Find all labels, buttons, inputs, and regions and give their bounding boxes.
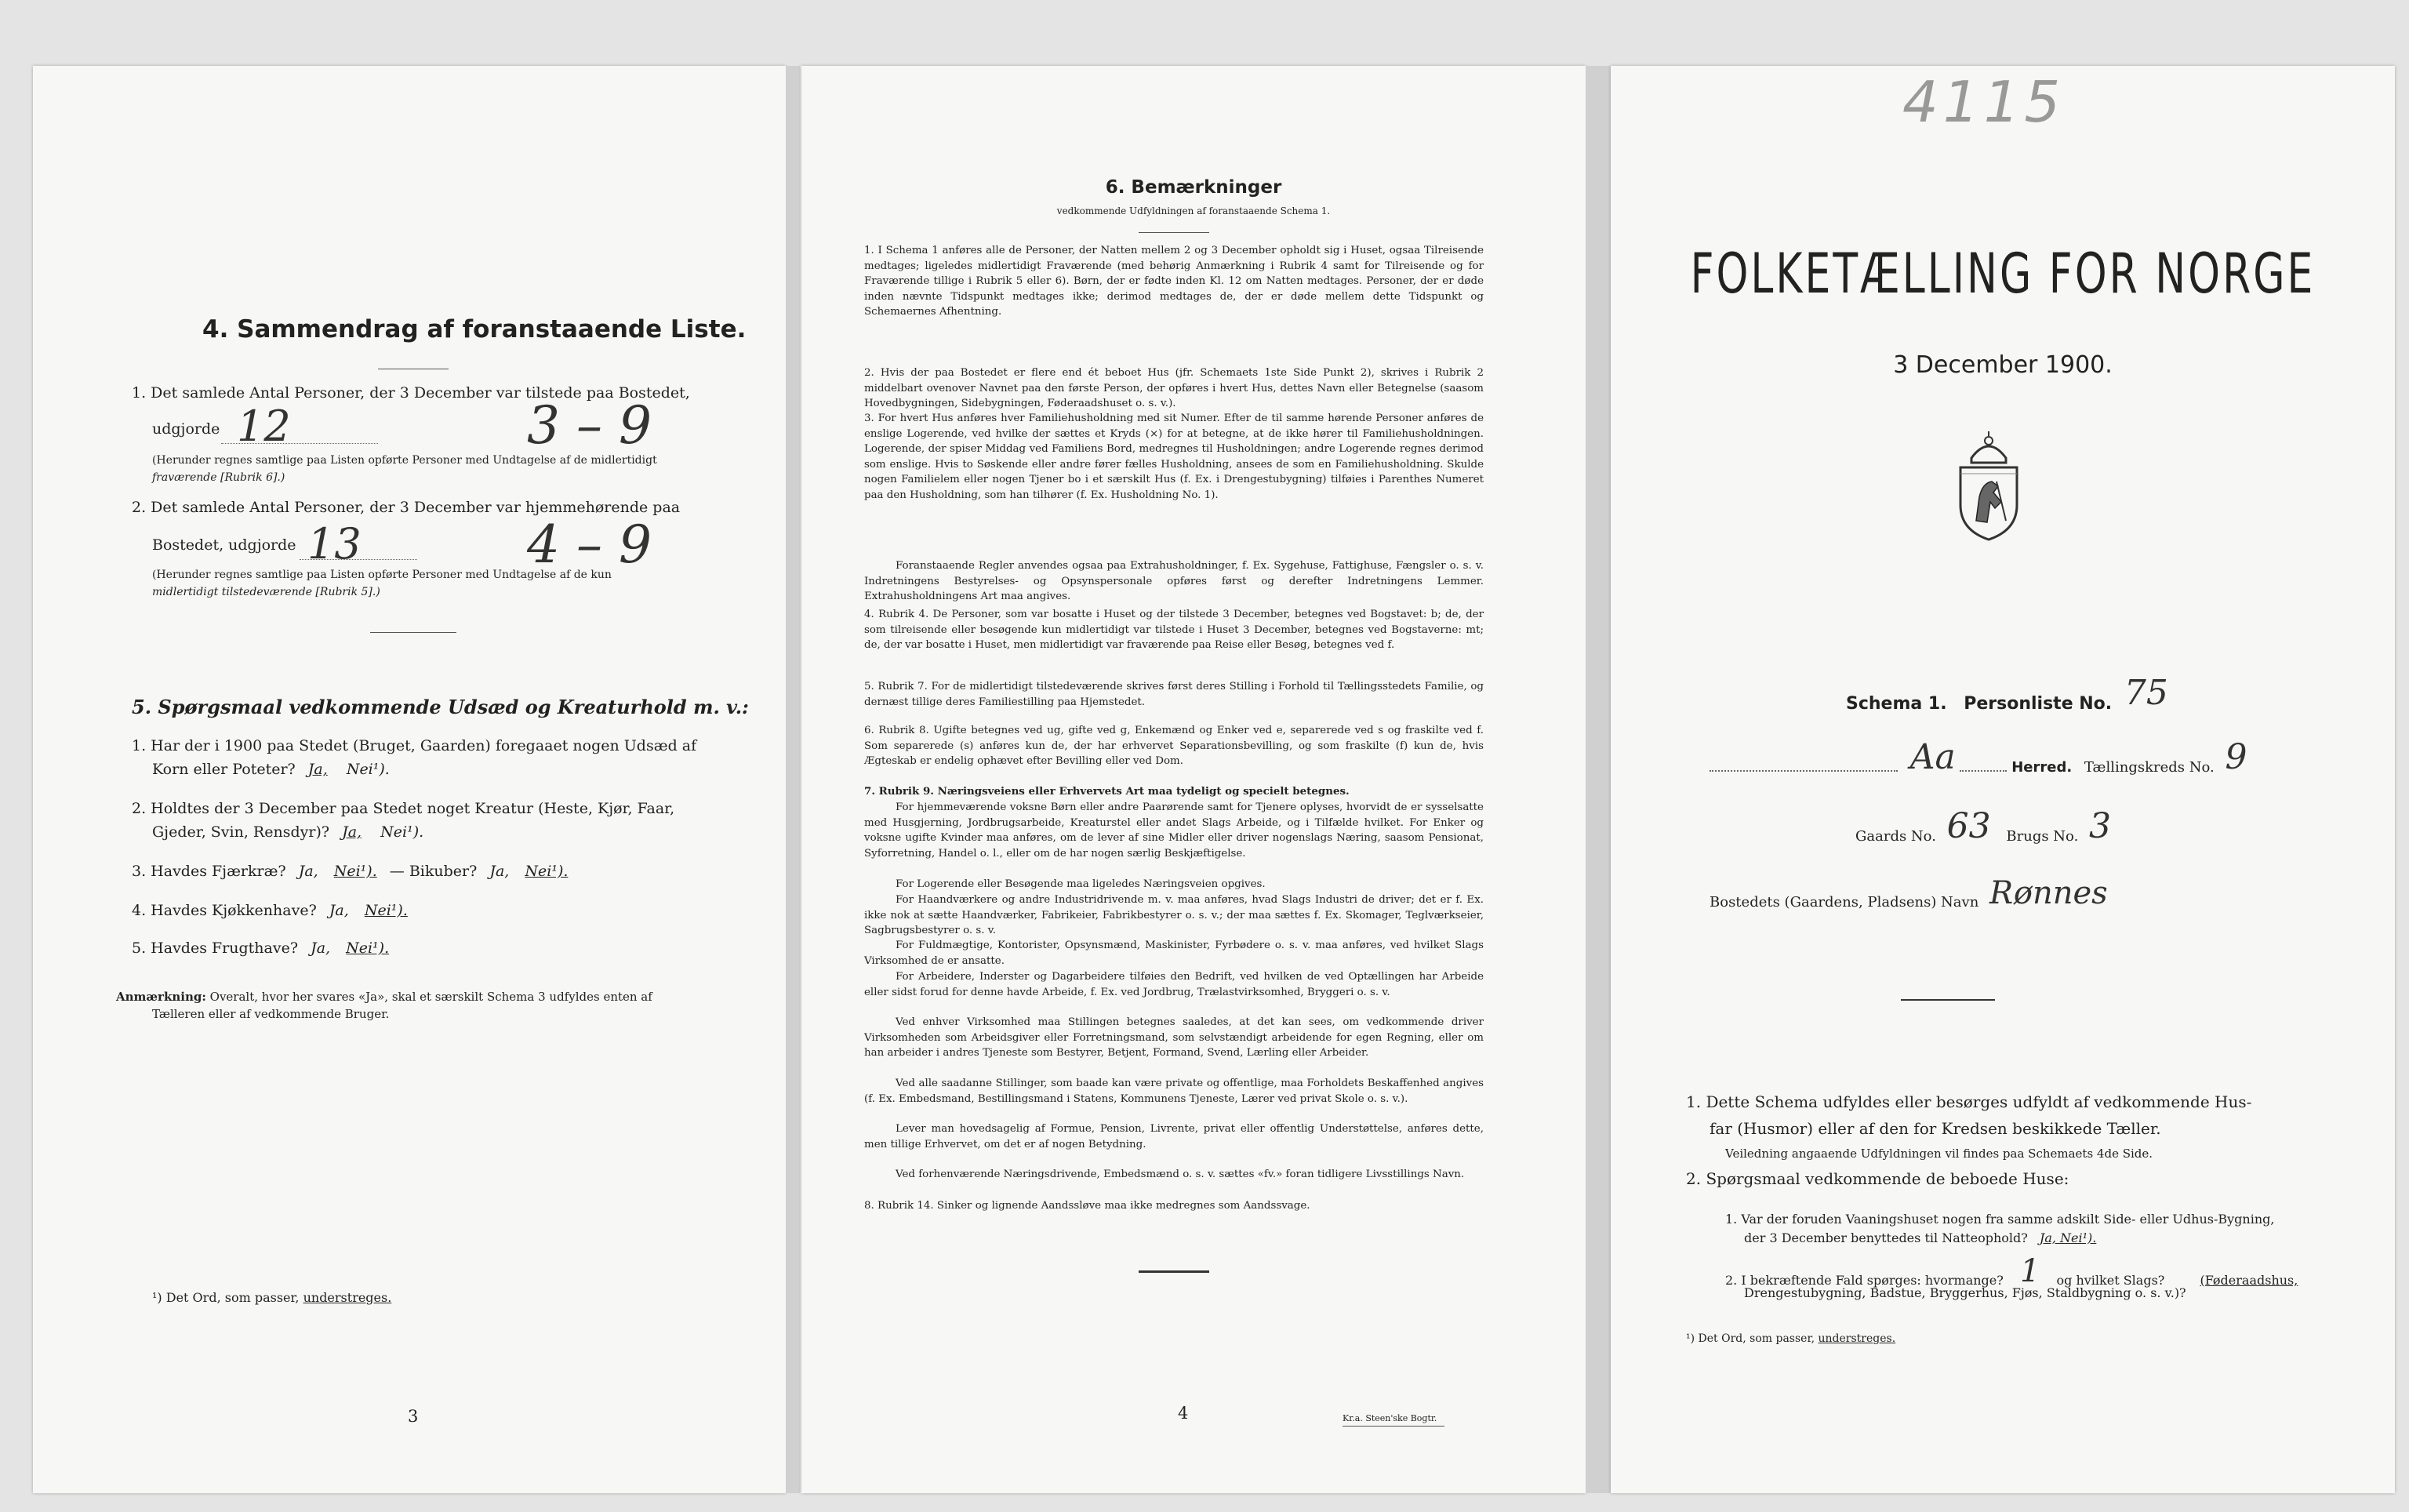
- right-q2: 2. Spørgsmaal vedkommende de beboede Huse:: [1686, 1169, 2069, 1188]
- s4-item2-hand-note: 4 – 9: [527, 514, 652, 575]
- right-q2-2-text: 2. I bekræftende Fald spørges: hvormange?: [1725, 1273, 2004, 1288]
- remark-7d: For Haandværkere og andre Industridrivende m. v. maa anføres, hvad Slags Industri de driver; det er f. Ex. ikke nok at sætte Haandværker, Fabrikeier, Fabrikbestyrer o. s. v.; der maa sættes f. Ex. Skomager, Teglværkseier, Sagbrugsbestyrer o. s. v.: [864, 894, 1484, 936]
- right-q2-1-line2: [1744, 1230, 2096, 1247]
- page-left: [33, 66, 786, 1493]
- s5-q2-line2: [152, 822, 423, 843]
- pencil-archive-number: 4115: [1902, 69, 2066, 135]
- s5-q2-nei: Nei¹).: [380, 823, 424, 841]
- s5-q3b-text: — Bikuber?: [389, 863, 478, 880]
- remarks-subtitle: vedkommende Udfyldningen af foranstaaende Schema 1.: [1056, 205, 1331, 216]
- right-q2-2-text-c: (Føderaadshus,: [2200, 1273, 2298, 1288]
- remark-6: 6. Rubrik 8. Ugifte betegnes ved ug, gifte ved g, Enkemænd og Enker ved e, separerede ved s og fraskilte ved f. Som separerede (s) anføres kun de, der har erhvervet Separationsbevilling, og som fraskilte (f) kun de, hvis Ægteskab er endelig ophævet efter Bevilling eller ved Dom.: [864, 725, 1484, 767]
- s5-q2-ja: Ja,: [342, 823, 362, 841]
- footnote-prefix: ¹) Det Ord, som passer,: [1686, 1332, 1815, 1345]
- remark-7j: Ved forhenværende Næringsdrivende, Embedsmænd o. s. v. sættes «fv.» foran tidligere Livsstillings Navn.: [896, 1169, 1465, 1180]
- schema-line: [1846, 673, 2168, 718]
- s5-q3b-nei: Nei¹).: [525, 863, 569, 880]
- brugs-label: Brugs No.: [2006, 828, 2079, 845]
- schema-label: Schema 1.: [1846, 694, 1947, 714]
- page-number: 4: [1178, 1404, 1189, 1423]
- personliste-value: 75: [2124, 673, 2168, 713]
- dotted-line: [221, 442, 378, 444]
- s5-q4: [132, 900, 408, 921]
- footnote: [1686, 1330, 1895, 1347]
- divider: [1343, 1426, 1444, 1427]
- remark-7f: For Arbeidere, Inderster og Dagarbeidere tilføies den Bedrift, ved hvilken de ved Optællingen har Arbeide eller sidst forud for denne havde Arbeide, f. Ex. ved Jordbrug, Trælastvirksomhed, Bryggeri o. s. v.: [864, 971, 1484, 998]
- remark-4: 4. Rubrik 4. De Personer, som var bosatte i Huset og der tilstede 3 December, betegnes ved Bogstavet: b; de, der som tilreisende eller besøgende kun midlertidigt var tilstede i Huset 3 December, betegnes ved Bogstaverne: mt; de, der var bosatte i Huset, men midlertidigt var fraværende paa Reise eller Besøg, betegnes ved f.: [864, 609, 1484, 651]
- page-gutter: [1586, 66, 1611, 1493]
- s5-q1-ja: Ja,: [307, 761, 328, 778]
- s4-item2-value: 13: [307, 519, 362, 569]
- page-gutter: [786, 66, 800, 1493]
- s5-q3: [132, 861, 568, 882]
- remark: [116, 988, 652, 1005]
- footnote-prefix: ¹) Det Ord, som passer,: [152, 1290, 300, 1305]
- s5-q5: [132, 938, 389, 959]
- s5-q4-ja: Ja,: [329, 902, 349, 919]
- s4-item2-line2: Bostedet, udgjorde: [152, 536, 296, 554]
- s5-q1-text: Korn eller Poteter?: [152, 761, 296, 778]
- s5-q1-nei: Nei¹).: [346, 761, 390, 778]
- remark-label: Anmærkning:: [116, 990, 206, 1004]
- s4-item1-hand-note: 3 – 9: [527, 395, 652, 456]
- footnote: [152, 1289, 391, 1307]
- bosted-label: Bostedets (Gaardens, Pladsens) Navn: [1710, 894, 1979, 910]
- census-date: 3 December 1900.: [1893, 351, 2113, 379]
- s5-q5-text: 5. Havdes Frugthave?: [132, 940, 299, 957]
- right-q2-2-value: 1: [2019, 1253, 2040, 1289]
- s5-q3-ja: Ja,: [298, 863, 318, 880]
- remark-7e: For Fuldmægtige, Kontorister, Opsynsmænd, Maskinister, Fyrbødere o. s. v. maa anføres, ved hvilket Slags Virksomhed de er ansatte.: [864, 940, 1484, 967]
- kreds-label: Tællingskreds No.: [2084, 759, 2215, 776]
- remark-7h: Ved alle saadanne Stillinger, som baade kan være private og offentlige, maa Forholdets Beskaffenhed angives (f. Ex. Embedsmand, Bestillingsmand i Statens, Kommunens Tjeneste, Lærer ved privat Skole o. s. v.).: [864, 1078, 1484, 1105]
- divider: [370, 632, 456, 633]
- remark-7i: Lever man hovedsagelig af Formue, Pension, Livrente, privat eller offentlig Understøttelse, anføres dette, men tillige Erhvervet, om det er af nogen Betydning.: [864, 1123, 1484, 1150]
- section-4-title: 4. Sammendrag af foranstaaende Liste.: [202, 315, 747, 343]
- s5-q2-text: Gjeder, Svin, Rensdyr)?: [152, 823, 330, 841]
- remark-3b: Foranstaaende Regler anvendes ogsaa paa Extrahusholdninger, f. Ex. Sygehuse, Fattighuse, Fængsler o. s. v. Indretningens Bestyrelses- og Opsynspersonale opføres først og derefter Indretningens Lemmer. Extrahusholdningens Art maa angives.: [864, 560, 1484, 602]
- page-number: 3: [408, 1407, 419, 1426]
- document-title: FOLKETÆLLING FOR NORGE: [1690, 242, 2316, 307]
- right-q2-2-text-b: og hvilket Slags?: [2056, 1273, 2165, 1288]
- printer-imprint: Kr.a. Steen'ske Bogtr.: [1343, 1413, 1437, 1423]
- brugs-value: 3: [2089, 806, 2112, 846]
- footnote-word: understreges.: [303, 1290, 392, 1305]
- divider: [1139, 232, 1209, 233]
- remark-line2: Tælleren eller af vedkommende Bruger.: [152, 1007, 390, 1021]
- s5-q1-line2: [152, 759, 390, 780]
- right-q1-line2: far (Husmor) eller af den for Kredsen beskikkede Tæller.: [1710, 1119, 2161, 1138]
- bosted-value: Rønnes: [1989, 875, 2108, 911]
- s4-item1-note1: (Herunder regnes samtlige paa Listen opførte Personer med Undtagelse af de midlertidigt: [152, 454, 657, 467]
- remark-7b: For hjemmeværende voksne Børn eller andre Paarørende samt for Tjenere oplyses, hvorvidt de er sysselsatte med Husgjerning, Jordbrugsarbeide, Kreaturstel eller andet Slags Arbeide, og i Tilfælde hvilket. For Enker og voksne ugifte Kvinder maa anføres, om de lever af sine Midler eller driver nogenslags Næring, saasom Pensionat, Syforretning, Handel o. l., eller om de har nogen særlig Beskjæftigelse.: [864, 801, 1484, 860]
- s5-q3-nei: Nei¹).: [333, 863, 377, 880]
- gaards-value: 63: [1946, 806, 1991, 846]
- s4-item2-note2: midlertidigt tilstedeværende [Rubrik 5].): [152, 586, 380, 598]
- s4-item1-note2: fraværende [Rubrik 6].): [152, 471, 285, 484]
- s4-item1-value: 12: [237, 402, 291, 451]
- s4-item2-line1: 2. Det samlede Antal Personer, der 3 December var hjemmehørende paa: [132, 499, 681, 516]
- remark-3: 3. For hvert Hus anføres hver Familiehusholdning med sit Numer. Efter de til samme hørende Personer anføres de enslige Logerende, ved hvilke der sættes et Kryds (×) for at betegne, at de ikke hører til Familiehusholdningen. Logerende, der spiser Middag ved Familiens Bord, medregnes til Husholdningen; andre Logerende regnes derimod som enslige. Hvis to Søskende eller andre fører fælles Husholdning, ansees de som en Familiehusholdning. Skulde nogen Familielem eller nogen Tjener bo i et særskilt Hus (f. Ex. i Drengestubygning) tilføies i Parenthes Numeret paa den Husholdning, som han tilhører (f. Ex. Husholdning No. 1).: [864, 413, 1484, 501]
- divider: [1139, 1270, 1209, 1273]
- remarks-title: 6. Bemærkninger: [1105, 177, 1282, 198]
- remark-8: 8. Rubrik 14. Sinker og lignende Aandssløve maa ikke medregnes som Aandssvage.: [864, 1200, 1310, 1212]
- s4-item1-line1: 1. Det samlede Antal Personer, der 3 December var tilstede paa Bostedet,: [132, 384, 690, 402]
- dotted-line: [1960, 770, 2007, 772]
- kreds-value: 9: [2225, 737, 2247, 777]
- s5-q5-ja: Ja,: [311, 940, 331, 957]
- bosted-line: [1710, 875, 2108, 914]
- right-q1-note: Veiledning angaaende Udfyldningen vil findes paa Schemaets 4de Side.: [1725, 1147, 2153, 1161]
- section-5-title: 5. Spørgsmaal vedkommende Udsæd og Kreaturhold m. v.:: [132, 696, 749, 718]
- footnote-word: understreges.: [1818, 1332, 1896, 1345]
- s4-item2-note1: (Herunder regnes samtlige paa Listen opførte Personer med Undtagelse af de kun: [152, 569, 612, 581]
- remark-5: 5. Rubrik 7. For de midlertidigt tilstedeværende skrives først deres Stilling i Forhold til Tællingsstedets Familie, og dernæst tillige deres Familiestilling paa Hjemstedet.: [864, 681, 1484, 708]
- page-middle: [801, 66, 1586, 1493]
- s5-q2-line1: 2. Holdtes der 3 December paa Stedet noget Kreatur (Heste, Kjør, Faar,: [132, 800, 675, 817]
- right-q2-1-answer: Ja, Nei¹).: [2039, 1230, 2097, 1245]
- herred-line: [1710, 737, 2247, 780]
- remark-2: 2. Hvis der paa Bostedet er flere end ét beboet Hus (jfr. Schemaets 1ste Side Punkt 2), skrives i Rubrik 2 middelbart ovenover Navnet paa den første Person, der opføres i hvert Hus, dettes Navn eller Betegnelse (saasom Hovedbygningen, Sidebygningen, Føderaadshuset o. s. v.).: [864, 367, 1484, 409]
- page-right: [1611, 66, 2395, 1493]
- s5-q4-nei: Nei¹).: [364, 902, 408, 919]
- herred-value: Aa: [1909, 737, 1956, 777]
- s5-q1-line1: 1. Har der i 1900 paa Stedet (Bruget, Gaarden) foregaaet nogen Udsæd af: [132, 737, 697, 754]
- personliste-label: Personliste No.: [1964, 694, 2113, 714]
- herred-label: Herred.: [2011, 759, 2073, 776]
- coat-of-arms-icon: [1948, 427, 2029, 544]
- remark-line1: Overalt, hvor her svares «Ja», skal et særskilt Schema 3 udfyldes enten af: [209, 990, 652, 1004]
- right-q2-1-text: der 3 December benyttedes til Natteophold?: [1744, 1230, 2028, 1245]
- s5-q3-text: 3. Havdes Fjærkræ?: [132, 863, 286, 880]
- right-q1-line1: 1. Dette Schema udfyldes eller besørges udfyldt af vedkommende Hus-: [1686, 1092, 2252, 1111]
- s5-q4-text: 4. Havdes Kjøkkenhave?: [132, 902, 317, 919]
- remark-7c: For Logerende eller Besøgende maa ligeledes Næringsveien opgives.: [896, 878, 1266, 890]
- gaards-line: [1855, 806, 2112, 849]
- dotted-line: [300, 558, 417, 560]
- divider: [1901, 999, 1995, 1001]
- s4-item1-line2: udgjorde: [152, 420, 220, 438]
- s5-q5-nei: Nei¹).: [346, 940, 390, 957]
- s5-q3b-ja: Ja,: [489, 863, 510, 880]
- right-q2-2-line2: Drengestubygning, Badstue, Bryggerhus, Fjøs, Staldbygning o. s. v.)?: [1744, 1285, 2186, 1300]
- remark-1: 1. I Schema 1 anføres alle de Personer, der Natten mellem 2 og 3 December opholdt sig i Huset, ogsaa Tilreisende medtages; ligeledes midlertidigt Fraværende (med behørig Anmærkning i Rubrik 4 samt for Tilreisende og for Fraværende tillige i Rubrik 5 eller 6). Børn, der er fødte inden Kl. 12 om Natten medtages. Personer, der er døde inden nævnte Tidspunkt medtages ikke; derimod medtages de, der er døde mellem dette Tidspunkt og Schemaernes Afhentning.: [864, 245, 1484, 318]
- remark-7g: Ved enhver Virksomhed maa Stillingen betegnes saaledes, at det kan sees, om vedkommende driver Virksomheden som Arbeidsgiver eller Forretningsmand, som selvstændigt arbeidende for egen Regning, eller om han arbeider i andres Tjeneste som Bestyrer, Betjent, Formand, Svend, Lærling eller Arbeider.: [864, 1016, 1484, 1059]
- right-q2-1-line1: 1. Var der foruden Vaaningshuset nogen fra samme adskilt Side- eller Udhus-Bygning,: [1725, 1212, 2275, 1227]
- remark-7: 7. Rubrik 9. Næringsveiens eller Erhvervets Art maa tydeligt og specielt betegnes.: [864, 785, 1350, 798]
- dotted-line: [1710, 770, 1898, 772]
- gaards-label: Gaards No.: [1855, 828, 1936, 845]
